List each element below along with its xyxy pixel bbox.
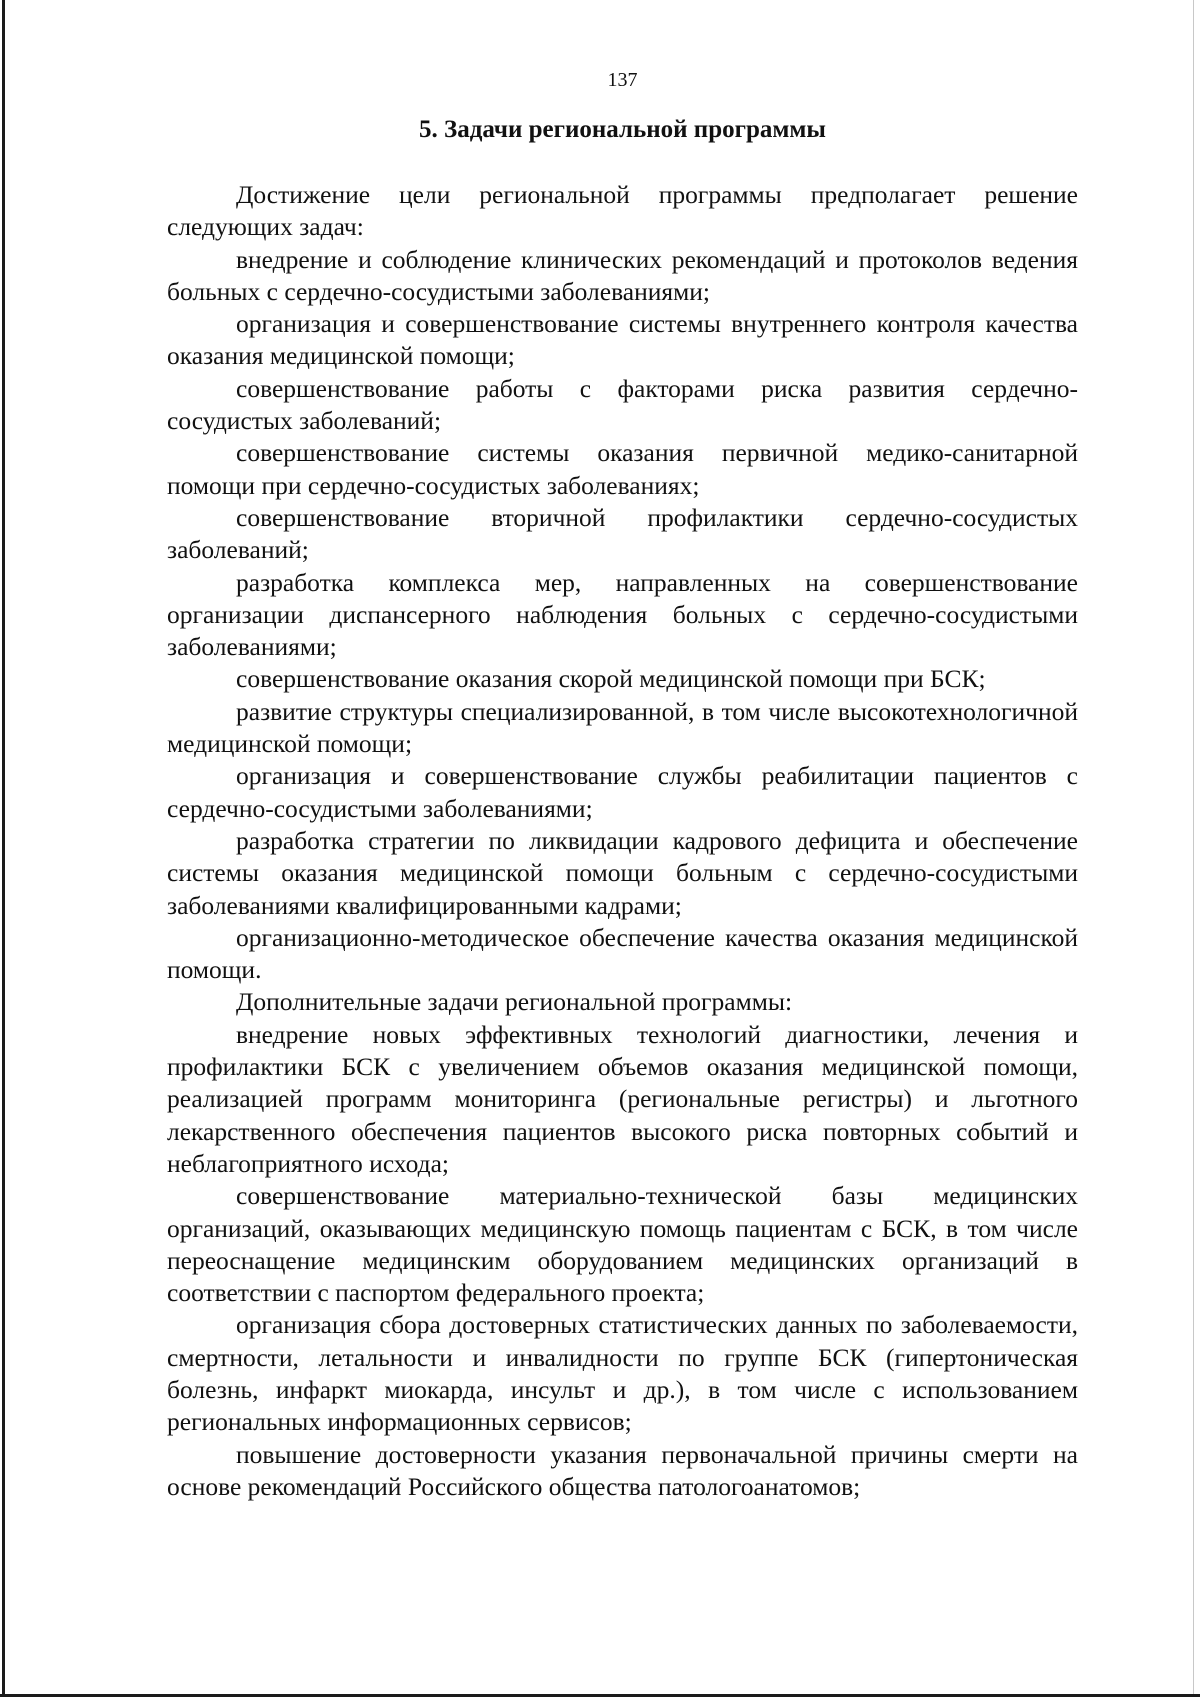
paragraph: внедрение и соблюдение клинических рекомендаций и протоколов ведения больных с сердечно-сосудистыми заболеваниями; xyxy=(167,244,1078,306)
paragraph: совершенствование оказания скорой медицинской помощи при БСК; xyxy=(236,664,986,694)
paragraph: повышение достоверности указания первоначальной причины смерти на основе рекомендаций Российского общества патологоанатомов; xyxy=(167,1439,1078,1501)
scan-right-edge xyxy=(1193,0,1194,1697)
paragraph: организация и совершенствование службы реабилитации пациентов с сердечно-сосудистыми заболеваниями; xyxy=(167,761,1078,823)
scan-left-edge xyxy=(2,0,5,1697)
paragraph: Достижение цели региональной программы предполагает решение следующих задач: xyxy=(167,180,1078,242)
paragraph: разработка комплекса мер, направленных на совершенствование организации диспансерного наблюдения больных с сердечно-сосудистыми заболеваниями; xyxy=(167,567,1078,662)
paragraph: Дополнительные задачи региональной программы: xyxy=(236,987,793,1017)
body-text xyxy=(167,179,1078,1503)
paragraph: совершенствование работы с факторами риска развития сердечно-сосудистых заболеваний; xyxy=(167,373,1078,436)
paragraph: организационно-методическое обеспечение качества оказания медицинской помощи. xyxy=(167,922,1078,985)
paragraph: разработка стратегии по ликвидации кадрового дефицита и обеспечение системы оказания медицинской помощи больным с сердечно-сосудистыми заболеваниями квалифицированными кадрами; xyxy=(167,825,1078,920)
page-number: 137 xyxy=(607,69,638,91)
paragraph: развитие структуры специализированной, в том числе высокотехнологичной медицинской помощи; xyxy=(167,696,1078,759)
section-heading: 5. Задачи региональной программы xyxy=(419,116,826,143)
paragraph: организация сбора достоверных статистических данных по заболеваемости, смертности, летальности и инвалидности по группе БСК (гипертоническая болезнь, инфаркт миокарда, инсульт и др.), в том числе с использованием региональных информационных сервисов; xyxy=(167,1310,1078,1437)
paragraph: внедрение новых эффективных технологий диагностики, лечения и профилактики БСК с увеличением объемов оказания медицинской помощи, реализацией программ мониторинга (региональные регистры) и льготного лекарственного обеспечения пациентов высокого риска повторных событий и неблагоприятного исхода; xyxy=(167,1019,1078,1178)
paragraph: организация и совершенствование системы внутреннего контроля качества оказания медицинской помощи; xyxy=(167,309,1078,371)
paragraph: совершенствование материально-технической базы медицинских организаций, оказывающих медицинскую помощь пациентам с БСК, в том числе переоснащение медицинским оборудованием медицинских организаций в соответствии с паспортом федерального проекта; xyxy=(167,1181,1078,1308)
paragraph: совершенствование системы оказания первичной медико-санитарной помощи при сердечно-сосудистых заболеваниях; xyxy=(167,438,1078,500)
paragraph: совершенствование вторичной профилактики сердечно-сосудистых заболеваний; xyxy=(167,502,1078,565)
